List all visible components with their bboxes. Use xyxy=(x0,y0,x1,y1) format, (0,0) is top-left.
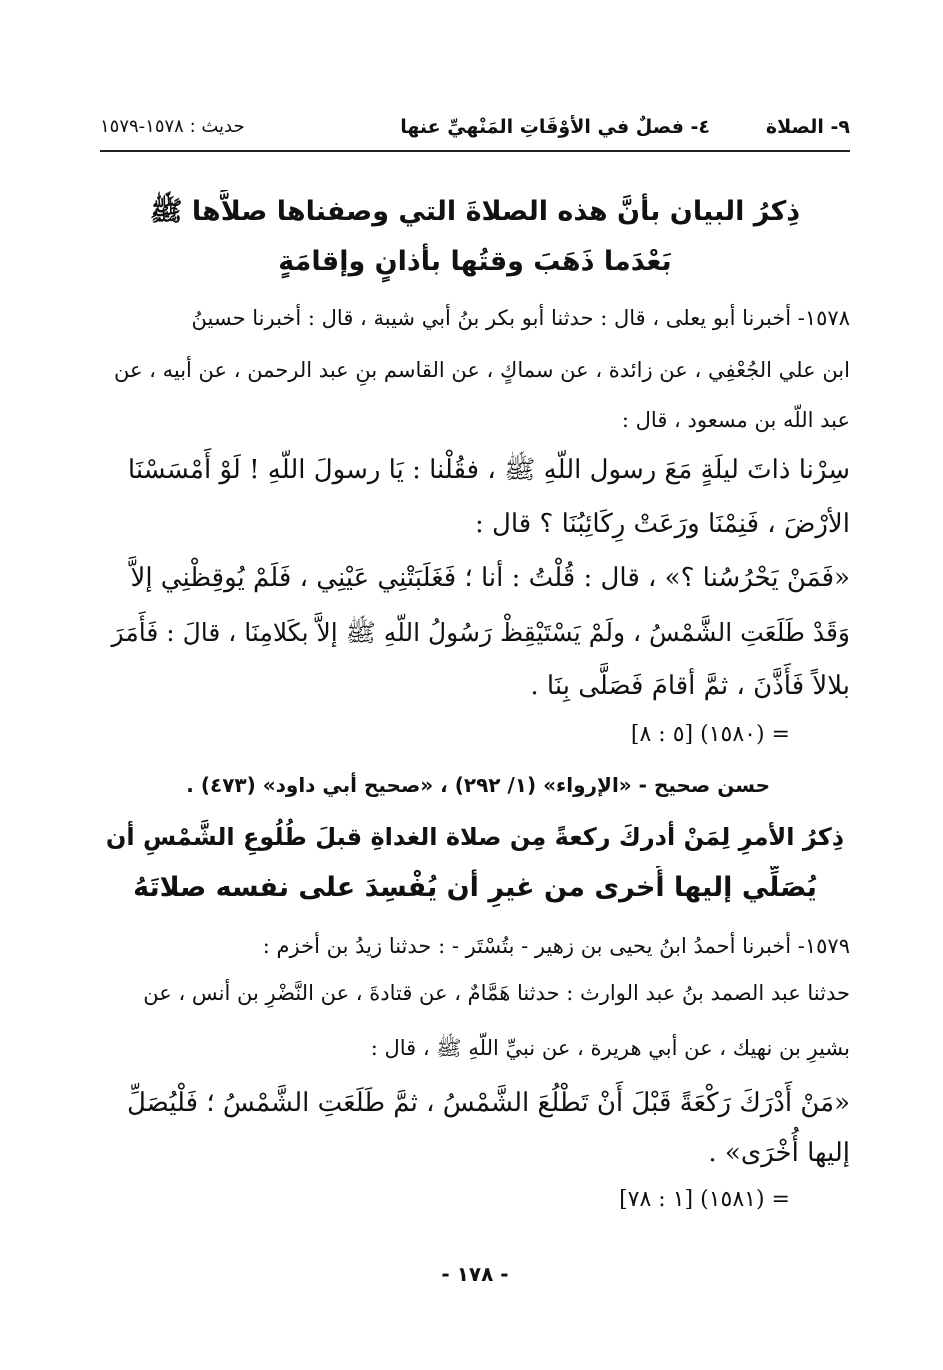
hadith-range: حديث : ١٥٧٨-١٥٧٩ xyxy=(100,116,245,137)
hadith-1579-isnad-line-1: ١٥٧٩- أخبرنا أحمدُ ابنُ يحيى بن زهير - بتُسْتَر - : حدثنا زيدُ بن أخزم : xyxy=(262,934,850,958)
hadith-1578-matn-line-1: سِرْنا ذاتَ ليلَةٍ مَعَ رسول اللّهِ ﷺ ، فقُلْنا : يَا رسولَ اللّهِ ! لَوْ أَمْسَسْنَا xyxy=(127,455,850,485)
chapter-heading-1-line-1: ذِكرُ البيان بأنَّ هذه الصلاةَ التي وصفناها صلاَّها ﷺ xyxy=(149,196,801,227)
hadith-1579-matn-line-2: إليها أُخْرَى» . xyxy=(708,1138,850,1168)
chapter-heading-1-line-2: بَعْدَما ذَهَبَ وقتُها بأذانٍ وإقامَةٍ xyxy=(278,246,672,277)
section-title: ٤- فصلٌ في الأوْقَاتِ المَنْهيِّ عنها xyxy=(400,116,710,138)
chapter-heading-2-line-2: يُصَلِّي إليها أُخرى من غيرِ أن يُفْسِدَ على نفسه صلاتَهُ xyxy=(133,872,817,903)
hadith-1579-isnad-line-3: بشيرِ بن نهيك ، عن أبي هريرة ، عن نبيِّ اللّهِ ﷺ ، قال : xyxy=(370,1036,850,1060)
hadith-1578-isnad-line-2: ابن علي الجُعْفِي ، عن زائدة ، عن سماكٍ ، عن القاسم بنِ عبد الرحمن ، عن أبيه ، عن xyxy=(113,358,850,382)
hadith-1578-isnad-line-3: عبد اللّه بن مسعود ، قال : xyxy=(621,408,850,432)
hadith-1578-matn-line-3: «فَمَنْ يَحْرُسُنا ؟» ، قال : قُلْتُ : أنا ؛ فَغَلَبَتْنِي عَيْنِي ، فَلَمْ يُوقِظْنِي إلاَّ xyxy=(130,563,850,593)
hadith-1578-matn-line-4: وَقَدْ طَلَعَتِ الشَّمْسُ ، ولَمْ يَسْتَيْقِظْ رَسُولُ اللّهِ ﷺ إلاَّ بكَلامِنَا ، قالَ : فَأَمَرَ xyxy=(111,618,850,647)
hadith-1579-reference: = (١٥٨١) [١ : ٧٨] xyxy=(619,1187,790,1212)
hadith-1578-reference: = (١٥٨٠) [٥ : ٨] xyxy=(630,722,790,747)
hadith-1578-matn-line-2: الأرْضَ ، فَنِمْنَا ورَعَتْ رِكَائِبُنَا ؟ قال : xyxy=(474,509,850,539)
hadith-1578-grade: حسن صحيح - «الإرواء» (١/ ٢٩٢) ، «صحيح أبي داود» (٤٧٣) . xyxy=(186,773,770,797)
page-number: - ١٧٨ - xyxy=(441,1262,509,1286)
hadith-1579-matn-line-1: «مَنْ أَدْرَكَ رَكْعَةً قَبْلَ أَنْ تَطْلُعَ الشَّمْسُ ، ثمَّ طَلَعَتِ الشَّمْسُ ؛ فَلْيُصَلِّ xyxy=(126,1088,850,1118)
hadith-1578-isnad-line-1: ١٥٧٨- أخبرنا أبو يعلى ، قال : حدثنا أبو بكر بنُ أبي شيبة ، قال : أخبرنا حسينُ xyxy=(191,306,850,330)
running-head xyxy=(100,108,850,152)
chapter-title: ٩- الصلاة xyxy=(765,116,850,138)
hadith-1578-matn-line-5: بلالاً فَأَذَّنَ ، ثمَّ أقامَ فَصَلَّى بِنَا . xyxy=(530,671,850,701)
hadith-1579-isnad-line-2: حدثنا عبد الصمد بنُ عبد الوارث : حدثنا هَمَّامٌ ، عن قتادةَ ، عن النَّضْرِ بن أنس ، عن xyxy=(143,981,850,1005)
chapter-heading-2-line-1: ذِكرُ الأمرِ لِمَنْ أدركَ ركعةً مِن صلاة الغداةِ قبلَ طُلُوعِ الشَّمْسِ أن xyxy=(105,823,845,851)
